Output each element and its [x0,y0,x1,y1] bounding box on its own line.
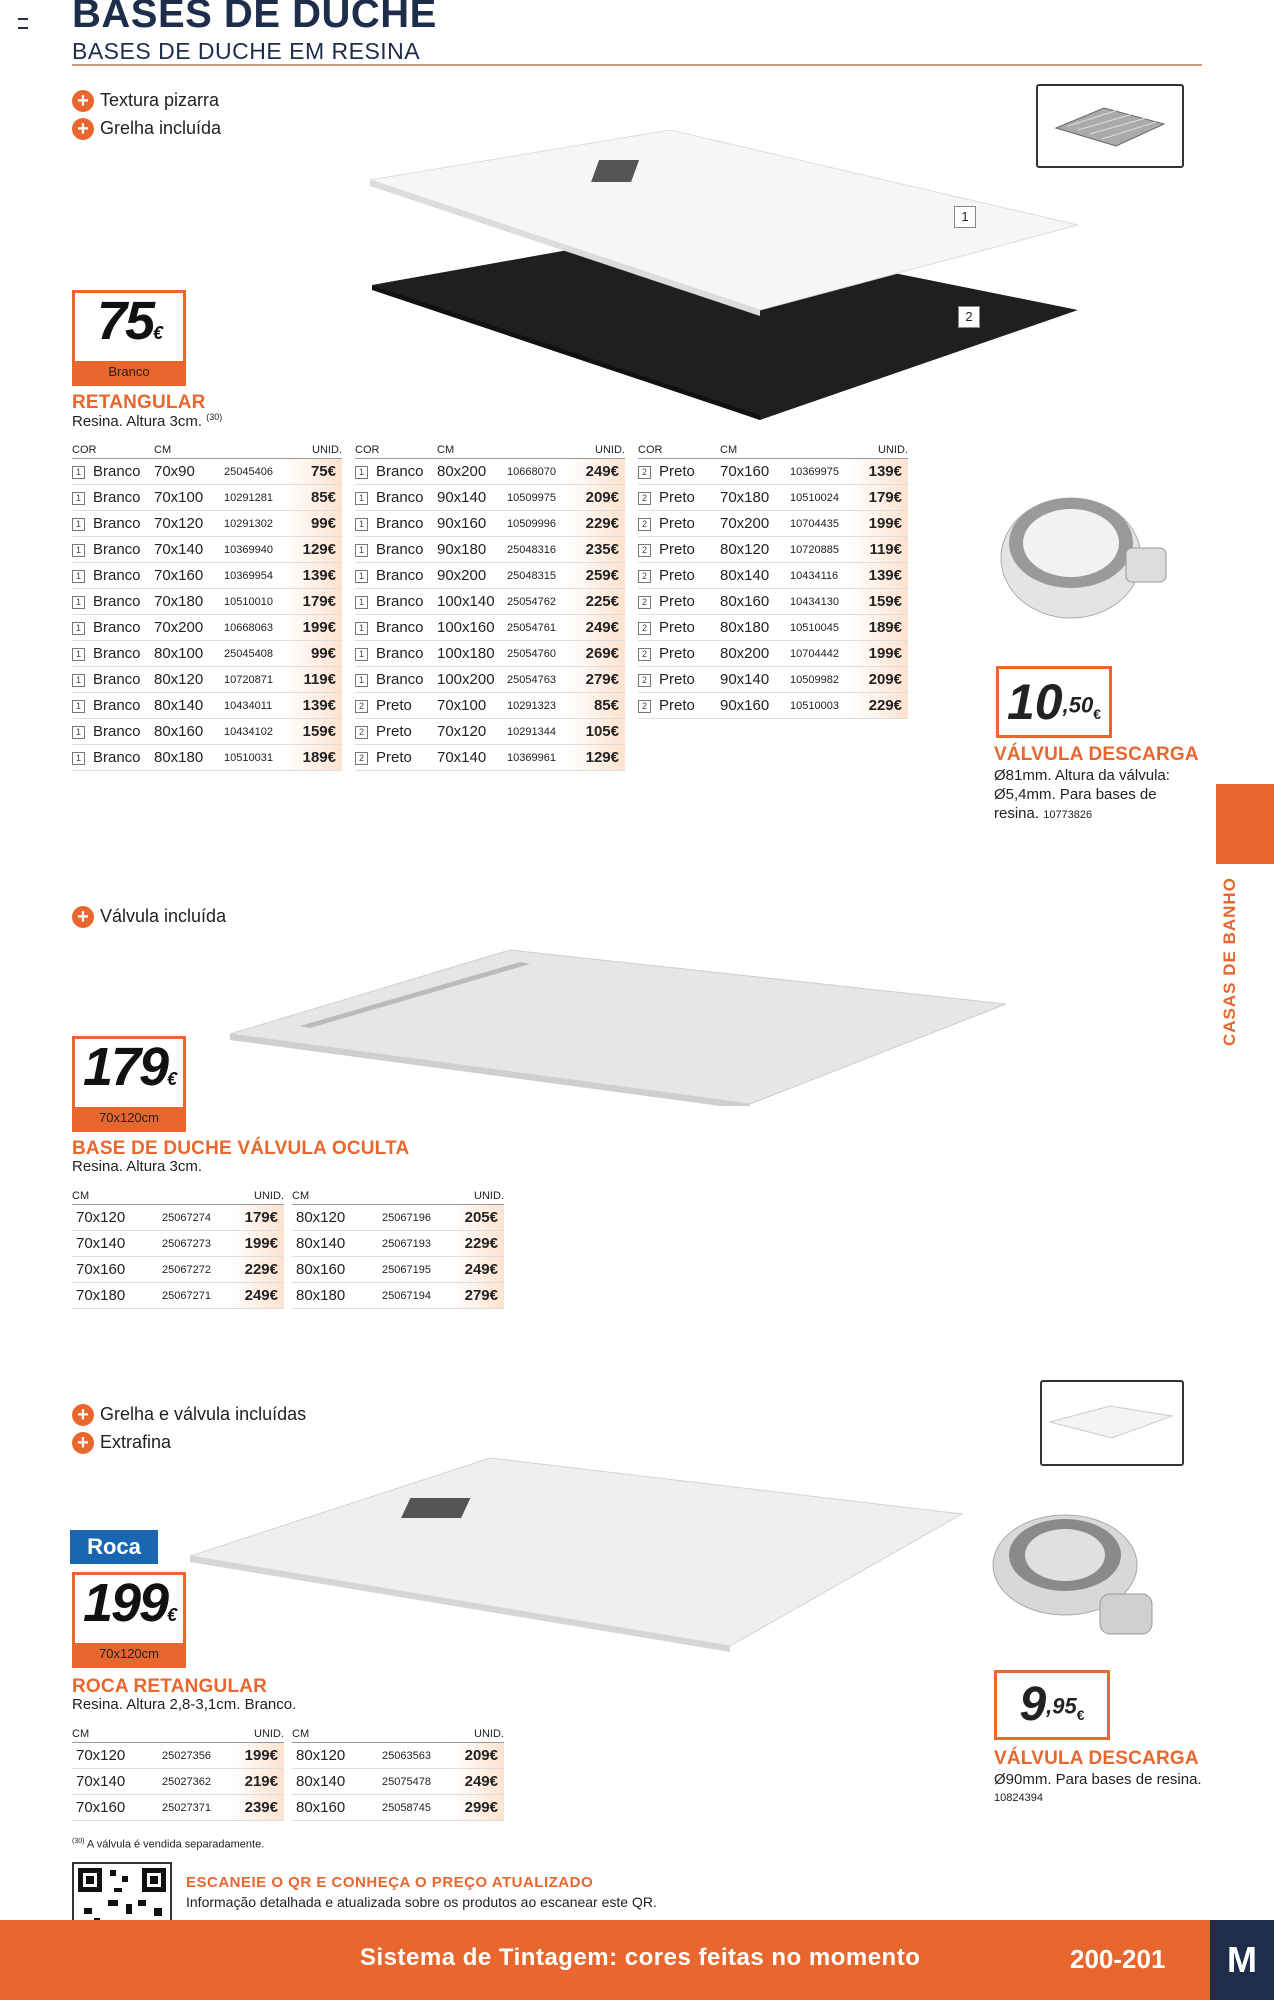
table-row: 80x180 25067194 279€ [292,1283,504,1309]
image-ref-box: 1 [355,570,368,583]
feature-item: + Grelha incluída [72,114,221,142]
image-ref-box: 1 [72,648,85,661]
image-ref-box: 2 [638,544,651,557]
table-row: 2 Preto 90x160 10510003 229€ [638,693,908,719]
image-ref-box: 1 [72,596,85,609]
table-row: 70x120 25027356 199€ [72,1743,284,1769]
product-description: Resina. Altura 3cm. $^{(30)}$ [72,412,223,430]
product-name: RETANGULAR [72,392,206,413]
plus-icon: + [72,906,94,928]
image-ref-box: 1 [355,674,368,687]
valve2-price-box: $9^{,95}€$ [994,1670,1110,1740]
table-row: 2 Preto 70x180 10510024 179€ [638,485,908,511]
table-row: 1 Branco 80x160 10434102 159€ [72,719,342,745]
table-row: 2 Preto 70x120 10291344 105€ [355,719,625,745]
plus-icon: + [72,1404,94,1426]
menu-icon[interactable] [18,18,28,29]
page-title: BASES DE DUCHE [72,0,437,36]
table-row: 1 Branco 70x100 10291281 85€ [72,485,342,511]
valve2-description: Ø90mm. Para bases de resina. 10824394 [994,1771,1202,1804]
price-label: Branco [75,361,183,383]
image-ref-box: 1 [355,492,368,505]
product-name: ROCA RETANGULAR [72,1676,268,1697]
image-ref-box: 1 [72,518,85,531]
image-ref-box: 1 [72,752,85,765]
table-row: 2 Preto 80x200 10704442 199€ [638,641,908,667]
image-ref-box: 2 [355,700,368,713]
table-row: 2 Preto 70x160 10369975 139€ [638,459,908,485]
table-row: 1 Branco 100x180 25054760 269€ [355,641,625,667]
product-name: BASE DE DUCHE VÁLVULA OCULTA [72,1138,410,1159]
feature-item: + Extrafina [72,1428,306,1456]
table-row: 1 Branco 70x90 25045406 75€ [72,459,342,485]
table-row: 80x120 25063563 209€ [292,1743,504,1769]
image-ref-box: 1 [72,544,85,557]
footer-slogan: Sistema de Tintagem: cores feitas no momento [360,1944,921,1971]
table-row: 70x140 25027362 219€ [72,1769,284,1795]
drain-valve-image [990,1510,1170,1640]
table-row: 2 Preto 70x140 10369961 129€ [355,745,625,771]
image-ref-box: 2 [638,596,651,609]
section1-features [72,86,221,142]
header-divider [72,64,1202,66]
grate-thumbnail [1040,1380,1184,1466]
product-table-col2: CM UNID. 80x120 25063563 209€ 80x140 25075478 249€ 80x160 25058745 299€ [292,1728,504,1821]
section-tab [1216,784,1274,864]
table-row: 80x160 25058745 299€ [292,1795,504,1821]
image-ref-box: 2 [638,518,651,531]
table-row: 80x120 25067196 205€ [292,1205,504,1231]
section-label: CASAS DE BANHO [1220,877,1239,1046]
table-row: 1 Branco 70x160 10369954 139€ [72,563,342,589]
table-row: 2 Preto 80x120 10720885 119€ [638,537,908,563]
price-box: 179€ 70x120cm [72,1036,186,1132]
image-ref-box: 2 [638,622,651,635]
table-row: 2 Preto 80x180 10510045 189€ [638,615,908,641]
shower-tray-image [190,1456,970,1656]
table-row: 1 Branco 90x160 10509996 229€ [355,511,625,537]
image-ref-box: 1 [355,596,368,609]
qr-title: ESCANEIE O QR E CONHEÇA O PREÇO ATUALIZADO [186,1874,594,1891]
table-row: 1 Branco 80x200 10668070 249€ [355,459,625,485]
product-table-col1: CM UNID. 70x120 25067274 179€ 70x140 25067273 199€ 70x160 25067272 229€ 70x180 25067271 249€ [72,1190,284,1309]
image-ref-box: 1 [72,726,85,739]
table-row: 1 Branco 70x200 10668063 199€ [72,615,342,641]
roca-logo: Roca [70,1530,158,1564]
table-row: 1 Branco 80x180 10510031 189€ [72,745,342,771]
product-table-col2: COR CM UNID. 1 Branco 80x200 10668070 249€ 1 Branco 90x140 10509975 209€ 1 Branco 90x160 10509996 229€ 1 Branco 90x180 25048316 235€ 1 Branco 90x200 25048315 259€ 1 Branco 100x140 25054762 225€ 1 Branco 100x160 25054761 249€ 1 Branco 100x180 25054760 269€ 1 Branco 100x200 25054763 279€ 2 Preto 70x100 10291323 85€ 2 Preto 70x120 10291344 105€ 2 Preto 70x140 10369961 129€ [355,444,625,771]
image-ref-box: 1 [355,466,368,479]
image-ref-box: 2 [638,570,651,583]
product-table-col2: CM UNID. 80x120 25067196 205€ 80x140 25067193 229€ 80x160 25067195 249€ 80x180 25067194 279€ [292,1190,504,1309]
image-ref-box: 1 [72,570,85,583]
plus-icon: + [72,118,94,140]
table-row: 1 Branco 100x160 25054761 249€ [355,615,625,641]
table-row: 2 Preto 70x200 10704435 199€ [638,511,908,537]
price-label: 70x120cm [75,1643,183,1665]
section2-features [72,902,226,930]
table-row: 2 Preto 70x100 10291323 85€ [355,693,625,719]
table-row: 1 Branco 70x140 10369940 129€ [72,537,342,563]
shower-tray-image [230,946,1010,1106]
grate-thumbnail [1036,84,1184,168]
section3-features [72,1400,306,1456]
image-ref-box: 2 [638,492,651,505]
footnote: $^{(30)}$ A válvula é vendida separadamente. [72,1838,265,1851]
image-ref-box: 1 [355,518,368,531]
feature-item: + Grelha e válvula incluídas [72,1400,306,1428]
price-label: 70x120cm [75,1107,183,1129]
image-ref-box: 1 [72,492,85,505]
image-ref-box: 2 [638,674,651,687]
table-row: 1 Branco 100x140 25054762 225€ [355,589,625,615]
shower-tray-image [360,130,1080,420]
image-ref-box: 2 [355,752,368,765]
image-ref-box: 2 [355,726,368,739]
brand-logo: M [1210,1920,1274,2000]
table-row: 1 Branco 90x200 25048315 259€ [355,563,625,589]
table-row: 2 Preto 80x140 10434116 139€ [638,563,908,589]
table-row: 70x120 25067274 179€ [72,1205,284,1231]
valve1-price-box: $10^{,50}€$ [996,666,1112,738]
table-row: 1 Branco 80x100 25045408 99€ [72,641,342,667]
table-row: 70x140 25067273 199€ [72,1231,284,1257]
table-row: 1 Branco 90x140 10509975 209€ [355,485,625,511]
product-table-col3: COR CM UNID. 2 Preto 70x160 10369975 139€ 2 Preto 70x180 10510024 179€ 2 Preto 70x200 10704435 199€ 2 Preto 80x120 10720885 119€ 2 Preto 80x140 10434116 139€ 2 Preto 80x160 10434130 159€ 2 Preto 80x180 10510045 189€ 2 Preto 80x200 10704442 199€ 2 Preto 90x140 10509982 209€ 2 Preto 90x160 10510003 229€ [638,444,908,719]
table-row: 2 Preto 90x140 10509982 209€ [638,667,908,693]
image-ref-box: 2 [638,466,651,479]
price-box: 199€ 70x120cm [72,1572,186,1668]
valve1-description: Ø81mm. Altura da válvula: Ø5,4mm. Para bases de resina. 10773826 [994,767,1170,822]
drain-valve-image [996,488,1176,638]
table-row: 1 Branco 80x120 10720871 119€ [72,667,342,693]
image-ref-box: 1 [355,544,368,557]
image-ref-box: 1 [72,700,85,713]
table-row: 1 Branco 70x180 10510010 179€ [72,589,342,615]
product-description: Resina. Altura 3cm. [72,1158,203,1175]
feature-item: + Textura pizarra [72,86,221,114]
page-numbers: 200-201 [1070,1944,1166,1974]
product-description: Resina. Altura 2,8-3,1cm. Branco. [72,1696,297,1713]
table-row: 80x140 25075478 249€ [292,1769,504,1795]
table-row: 80x140 25067193 229€ [292,1231,504,1257]
image-ref-box: 1 [72,622,85,635]
image-label-1: 1 [954,206,976,228]
image-ref-box: 1 [355,622,368,635]
image-ref-box: 1 [72,674,85,687]
price-box: 75€ Branco [72,290,186,386]
table-row: 2 Preto 80x160 10434130 159€ [638,589,908,615]
plus-icon: + [72,1432,94,1454]
page-subtitle: BASES DE DUCHE EM RESINA [72,38,421,64]
image-ref-box: 2 [638,648,651,661]
image-ref-box: 1 [355,648,368,661]
image-ref-box: 1 [72,466,85,479]
table-row: 1 Branco 70x120 10291302 99€ [72,511,342,537]
image-ref-box: 2 [638,700,651,713]
qr-subtitle: Informação detalhada e atualizada sobre os produtos ao escanear este QR. [186,1894,657,1910]
image-label-2: 2 [958,306,980,328]
table-row: 1 Branco 90x180 25048316 235€ [355,537,625,563]
product-table-col1: COR CM UNID. 1 Branco 70x90 25045406 75€ 1 Branco 70x100 10291281 85€ 1 Branco 70x120 10291302 99€ 1 Branco 70x140 10369940 129€ 1 Branco 70x160 10369954 139€ 1 Branco 70x180 10510010 179€ 1 Branco 70x200 10668063 199€ 1 Branco 80x100 25045408 99€ 1 Branco 80x120 10720871 119€ 1 Branco 80x140 10434011 139€ 1 Branco 80x160 10434102 159€ 1 Branco 80x180 10510031 189€ [72,444,342,771]
table-row: 70x160 25067272 229€ [72,1257,284,1283]
product-table-col1: CM UNID. 70x120 25027356 199€ 70x140 25027362 219€ 70x160 25027371 239€ [72,1728,284,1821]
valve1-name: VÁLVULA DESCARGA [994,744,1199,765]
table-row: 1 Branco 80x140 10434011 139€ [72,693,342,719]
plus-icon: + [72,90,94,112]
table-row: 70x160 25027371 239€ [72,1795,284,1821]
feature-item: + Válvula incluída [72,902,226,930]
table-row: 80x160 25067195 249€ [292,1257,504,1283]
valve2-name: VÁLVULA DESCARGA [994,1748,1199,1769]
table-row: 70x180 25067271 249€ [72,1283,284,1309]
table-row: 1 Branco 100x200 25054763 279€ [355,667,625,693]
